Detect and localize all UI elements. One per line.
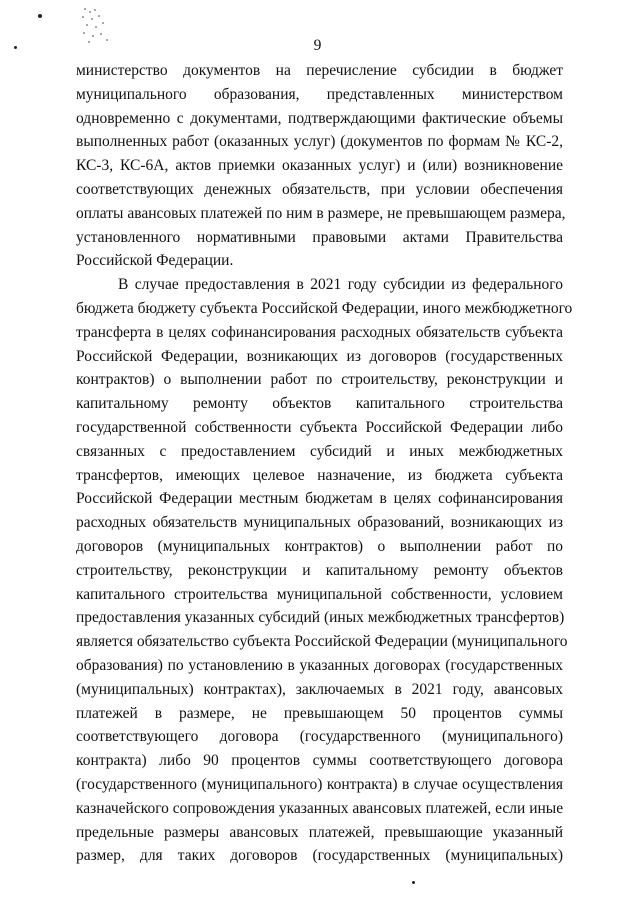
text-line: (муниципальных) контрактах), заключаемых в 2021 году, авансовых	[76, 680, 563, 698]
scan-dot	[412, 881, 415, 884]
text-line: договоров (муниципальных контрактов) о выполнении работ по	[76, 537, 563, 555]
text-line: расходных обязательств муниципальных образований, возникающих из	[76, 514, 563, 532]
text-line: трансферта в целях софинансирования расходных обязательств субъекта	[76, 323, 563, 341]
text-line: оплаты авансовых платежей по ним в размере, не превышающем размера,	[76, 204, 566, 222]
text-line: Российской Федерации.	[76, 252, 234, 270]
text-line: строительству, реконструкции и капитальному ремонту объектов	[76, 561, 563, 579]
text-line: Российской Федерации, возникающих из договоров (государственных	[76, 347, 563, 365]
text-line: трансфертов, имеющих целевое назначение, из бюджета субъекта	[76, 466, 563, 484]
text-line: предоставления указанных субсидий (иных межбюджетных трансфертов)	[76, 609, 565, 627]
text-line: образования) по установлению в указанных договорах (государственных	[76, 656, 563, 674]
text-line: бюджета бюджету субъекта Российской Федерации, иного межбюджетного	[76, 299, 573, 317]
text-line: выполненных работ (оказанных услуг) (документов по формам № КС-2,	[76, 133, 563, 151]
body-text	[76, 59, 573, 868]
text-line: капитальному ремонту объектов капитального строительства	[76, 395, 563, 413]
text-line: соответствующего договора (государственного (муниципального)	[76, 728, 563, 746]
text-line: является обязательство субъекта Российской Федерации (муниципального	[76, 633, 568, 651]
text-line: государственной собственности субъекта Российской Федерации либо	[76, 418, 563, 436]
text-line: размер, для таких договоров (государственных (муниципальных)	[76, 847, 563, 865]
text-line: капитального строительства муниципальной собственности, условием	[76, 585, 563, 603]
text-line: В случае предоставления в 2021 году субсидии из федерального	[118, 276, 563, 294]
text-line: одновременно с документами, подтверждающими фактические объемы	[76, 109, 563, 127]
text-line: предельные размеры авансовых платежей, превышающие указанный	[76, 823, 563, 841]
text-line: (государственного (муниципального) контракта) в случае осуществления	[76, 775, 563, 793]
text-line: муниципального образования, представленных министерством	[76, 85, 563, 103]
text-line: Российской Федерации местным бюджетам в целях софинансирования	[76, 490, 563, 508]
text-line: КС-3, КС-6А, актов приемки оказанных услуг) и (или) возникновение	[76, 157, 563, 175]
text-line: платежей в размере, не превышающем 50 процентов суммы	[76, 704, 563, 722]
scan-dot	[38, 14, 42, 18]
text-line: соответствующих денежных обязательств, при условии обеспечения	[76, 180, 563, 198]
text-line: министерство документов на перечисление субсидии в бюджет	[76, 62, 563, 79]
text-line: связанных с предоставлением субсидий и иных межбюджетных	[76, 442, 563, 460]
page-number: 9	[313, 37, 322, 54]
text-line: контрактов) о выполнении работ по строительству, реконструкции и	[76, 371, 563, 389]
text-line: установленного нормативными правовыми актами Правительства	[76, 228, 563, 246]
text-line: контракта) либо 90 процентов суммы соответствующего договора	[76, 752, 563, 770]
text-line: казначейского сопровождения указанных авансовых платежей, если иные	[76, 799, 564, 817]
